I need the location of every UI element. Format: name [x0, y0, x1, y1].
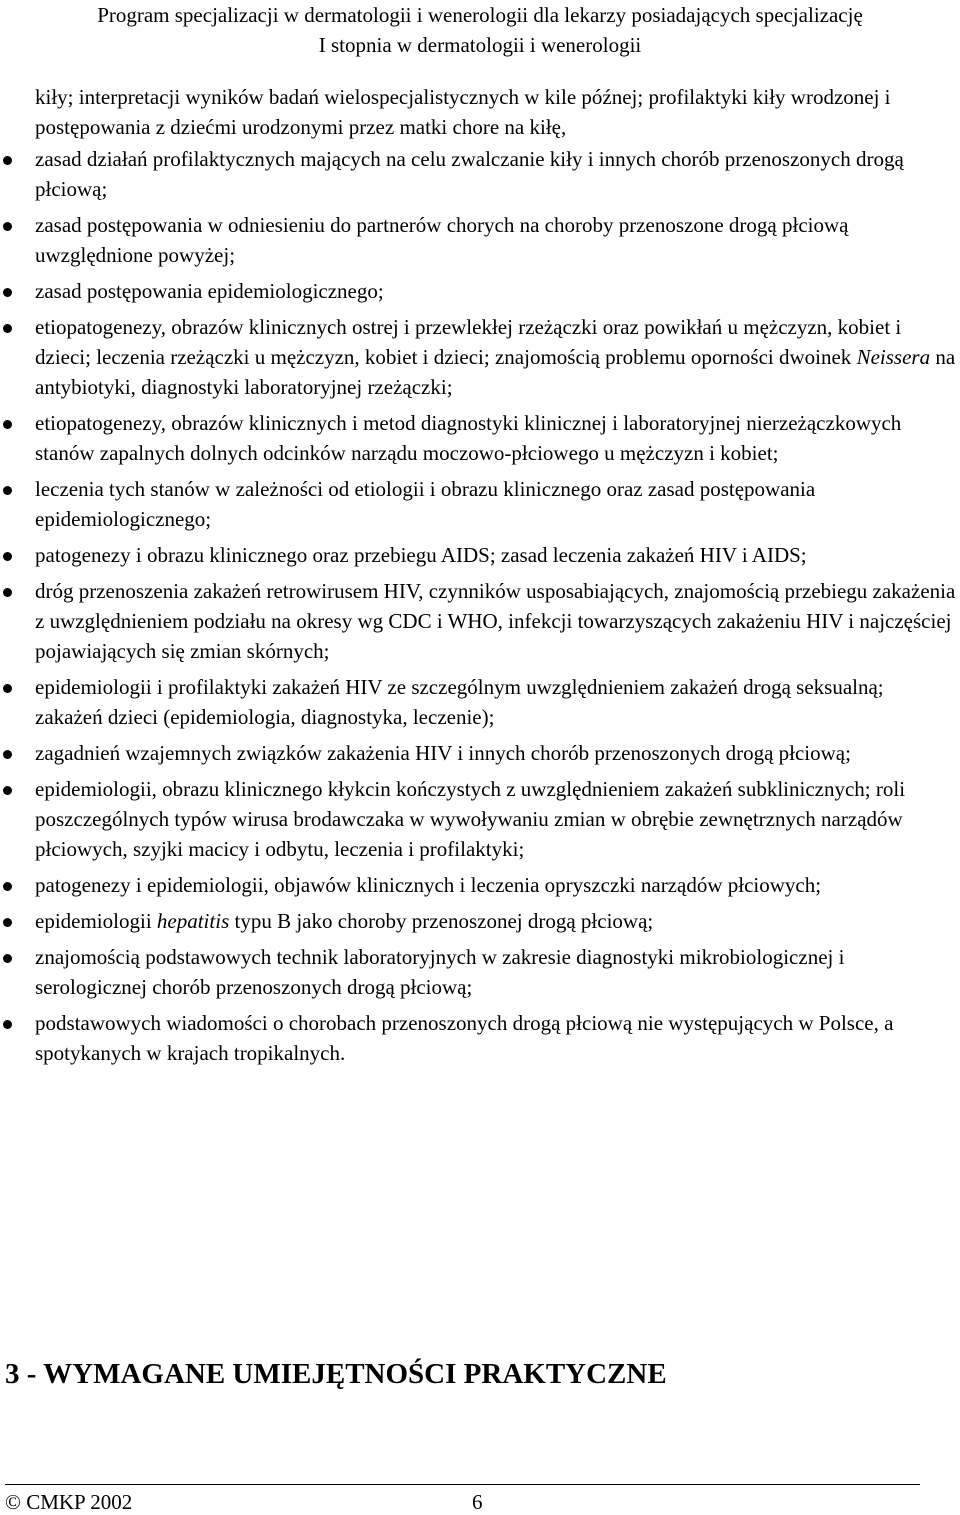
list-item-text: etiopatogenezy, obrazów klinicznych i metod diagnostyki klinicznej i laboratoryjnej nierzeżączkowych stanów zapalnych dolnych odcinków narządu moczowo-płciowego u mężczyzn i kobiet;: [35, 411, 902, 465]
bullet-icon: [3, 882, 12, 891]
list-item-text: epidemiologii, obrazu klinicznego kłykcin kończystych z uwzględnieniem zakażeń subklinicznych; roli poszczególnych typów wirusa brodawczaka w wywoływaniu zmian w obrębie zewnętrznych narządów płciowych, szyjki macicy i odbytu, leczenia i profilaktyki;: [35, 777, 906, 861]
list-item-text-before: etiopatogenezy, obrazów klinicznych ostrej i przewlekłej rzeżączki oraz powikłań u mężczyzn, kobiet i dzieci; leczenia rzeżączki u mężczyzn, kobiet i dzieci; znajomością problemu oporności dwoinek: [35, 315, 902, 369]
list-item-text-after: typu B jako choroby przenoszonej drogą płciową;: [229, 909, 654, 933]
bullet-icon: [3, 750, 12, 759]
bullet-icon: [3, 324, 12, 333]
list-item: [0, 942, 960, 1002]
list-item-text: znajomością podstawowych technik laboratoryjnych w zakresie diagnostyki mikrobiologicznej i serologicznej chorób przenoszonych drogą płciową;: [35, 945, 845, 999]
list-item: [0, 576, 960, 666]
bullet-icon: [3, 1020, 12, 1029]
list-item-text: zasad postępowania w odniesieniu do partnerów chorych na choroby przenoszone drogą płciową uwzględnione powyżej;: [35, 213, 849, 267]
continuation-paragraph: kiły; interpretacji wyników badań wielospecjalistycznych w kile późnej; profilaktyki kiły wrodzonej i postępowania z dziećmi urodzonymi przez matki chore na kiłę,: [35, 85, 891, 139]
section-heading: 3 - WYMAGANE UMIEJĘTNOŚCI PRAKTYCZNE: [5, 1358, 667, 1390]
list-item: [0, 774, 960, 864]
list-item-text: patogenezy i epidemiologii, objawów klinicznych i leczenia opryszczki narządów płciowych;: [35, 873, 822, 897]
list-item-italic-term: hepatitis: [156, 909, 230, 933]
bullet-icon: [3, 420, 12, 429]
bullet-icon: [3, 918, 12, 927]
list-item: [0, 312, 960, 402]
list-item-text: podstawowych wiadomości o chorobach przenoszonych drogą płciową nie występujących w Polsce, a spotykanych w krajach tropikalnych.: [35, 1011, 894, 1065]
list-item: [0, 1008, 960, 1068]
list-item-text: patogenezy i obrazu klinicznego oraz przebiegu AIDS; zasad leczenia zakażeń HIV i AIDS;: [35, 543, 807, 567]
list-item-text: zasad postępowania epidemiologicznego;: [35, 279, 384, 303]
bullet-icon: [3, 486, 12, 495]
list-item: [0, 276, 960, 306]
list-item: [0, 408, 960, 468]
list-item-text-before: epidemiologii: [35, 909, 157, 933]
list-item-text: leczenia tych stanów w zależności od etiologii i obrazu klinicznego oraz zasad postępowania epidemiologicznego;: [35, 477, 816, 531]
footer-divider: [5, 1484, 920, 1485]
bullet-icon: [3, 588, 12, 597]
bullet-icon: [3, 684, 12, 693]
list-item-text: dróg przenoszenia zakażeń retrowirusem HIV, czynników usposabiających, znajomością przebiegu zakażenia z uwzględnieniem podziału na okresy wg CDC i WHO, infekcji towarzyszących zakażeniu HIV i najczęściej pojawiających się zmian skórnych;: [35, 579, 956, 663]
bullet-icon: [3, 552, 12, 561]
bullet-icon: [3, 156, 12, 165]
page-header: [0, 0, 960, 60]
list-item-text: zasad działań profilaktycznych mających na celu zwalczanie kiły i innych chorób przenoszonych drogą płciową;: [35, 147, 904, 201]
header-line-1: Program specjalizacji w dermatologii i wenerologii dla lekarzy posiadających specjalizację: [97, 3, 863, 27]
page-number: 6: [472, 1490, 483, 1514]
footer-copyright: © CMKP 2002: [5, 1490, 133, 1514]
list-item: [0, 144, 960, 204]
topics-bullet-list: [0, 144, 960, 1074]
list-item-text: zagadnień wzajemnych związków zakażenia HIV i innych chorób przenoszonych drogą płciową;: [35, 741, 851, 765]
list-item: [0, 672, 960, 732]
list-item: [0, 210, 960, 270]
list-item-text-after: na antybiotyki, diagnostyki laboratoryjnej rzeżączki;: [35, 345, 956, 399]
header-line-2: I stopnia w dermatologii i wenerologii: [318, 33, 642, 57]
bullet-icon: [3, 786, 12, 795]
list-item: [0, 870, 960, 900]
list-item: [0, 738, 960, 768]
list-item: [0, 540, 960, 570]
list-item-italic-term: Neissera: [856, 345, 931, 369]
bullet-icon: [3, 288, 12, 297]
bullet-icon: [3, 954, 12, 963]
bullet-icon: [3, 222, 12, 231]
list-item: [0, 474, 960, 534]
list-item-text: epidemiologii i profilaktyki zakażeń HIV ze szczególnym uwzględnieniem zakażeń drogą seksualną; zakażeń dzieci (epidemiologia, diagnostyka, leczenie);: [35, 675, 884, 729]
list-item: [0, 906, 960, 936]
